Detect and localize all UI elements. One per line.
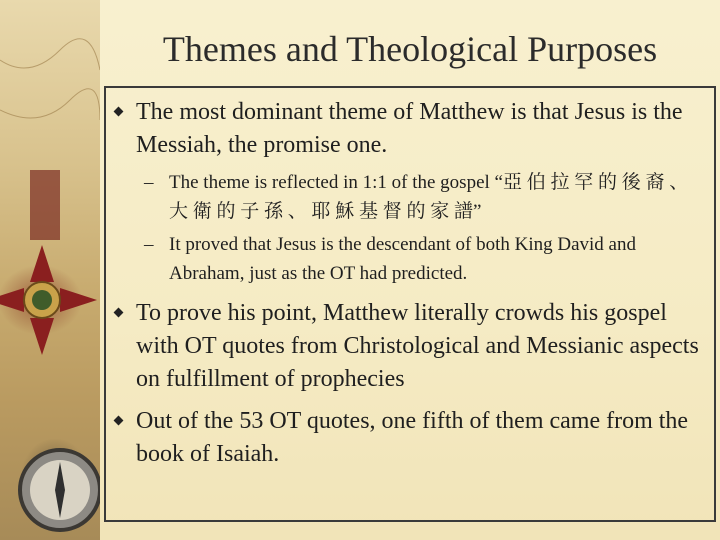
decorative-side-image bbox=[0, 0, 100, 540]
bullet-item bbox=[136, 405, 706, 471]
sub-bullet-text: It proved that Jesus is the descendant of both King David and Abraham, just as the OT had predicted. bbox=[169, 234, 636, 284]
bullet-item bbox=[136, 297, 706, 396]
medal-compass-illustration bbox=[0, 0, 100, 540]
bullet-text: Out of the 53 OT quotes, one fifth of them came from the book of Isaiah. bbox=[136, 408, 689, 467]
bullet-text: To prove his point, Matthew literally crowds his gospel with OT quotes from Christological and Messianic aspects on fulfillment of prophecies bbox=[136, 300, 699, 392]
sub-bullet-item bbox=[169, 230, 709, 288]
sub-bullet-dash: – bbox=[144, 234, 154, 255]
sub-bullet-item bbox=[169, 168, 709, 226]
slide-title: Themes and Theological Purposes bbox=[162, 29, 658, 69]
bullet-item bbox=[136, 96, 714, 162]
sub-bullet-text: The theme is reflected in 1:1 of the gospel “亞 伯 拉 罕 的 後 裔 、 大 衛 的 子 孫 、 耶 穌 基 督 的 家 譜” bbox=[169, 172, 689, 222]
bullet-text: The most dominant theme of Matthew is that Jesus is the Messiah, the promise one. bbox=[136, 99, 683, 158]
sub-bullet-dash: – bbox=[144, 172, 154, 193]
